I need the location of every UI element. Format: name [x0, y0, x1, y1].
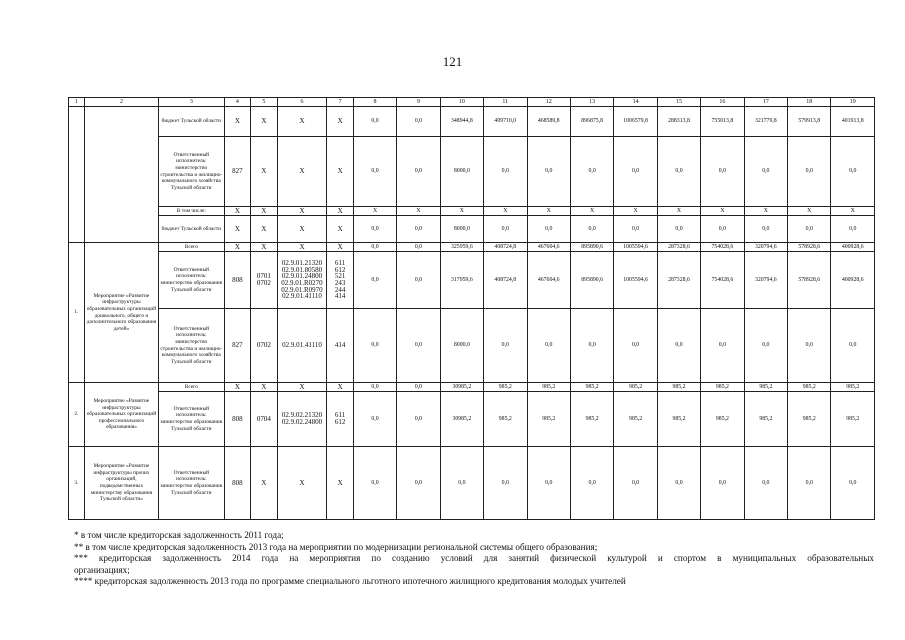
value-cell: 0,0: [527, 137, 570, 207]
value-cell: 0,0: [570, 137, 613, 207]
expense-type-cell: 611 612 521 243 244 414: [327, 252, 353, 309]
value-cell: 8000,0: [440, 216, 483, 243]
value-cell: 985,2: [614, 383, 657, 392]
value-cell: 0,0: [440, 447, 483, 520]
table-row: [69, 137, 875, 207]
value-cell: 0,0: [657, 309, 700, 383]
measure-title: Мероприятие «Развитие инфраструктуры образовательных организаций дошкольного, общего и дополнительного образования детей»: [84, 243, 158, 383]
value-cell: 0,0: [657, 137, 700, 207]
measure-number: 3.: [69, 447, 85, 520]
value-cell: Х: [397, 207, 440, 216]
value-cell: Х: [353, 207, 396, 216]
value-cell: 468589,8: [527, 107, 570, 137]
value-cell: 0,0: [353, 137, 396, 207]
value-cell: 0,0: [397, 216, 440, 243]
value-cell: 0,0: [527, 447, 570, 520]
value-cell: 985,2: [657, 383, 700, 392]
value-cell: 8000,0: [440, 137, 483, 207]
header-cell: 9: [397, 98, 440, 107]
value-cell: 985,2: [701, 383, 744, 392]
target-article-cell: Х: [277, 383, 327, 392]
measure-number: 1.: [69, 243, 85, 383]
header-cell: 2: [84, 98, 158, 107]
value-cell: 985,2: [657, 392, 700, 447]
value-cell: 408724,8: [484, 243, 527, 252]
grbs-cell: 827: [224, 309, 250, 383]
value-cell: 0,0: [397, 383, 440, 392]
value-cell: 578928,6: [788, 252, 831, 309]
section-cell: 0704: [251, 392, 277, 447]
source-cell: Ответственный исполнитель: министерство образования Тульской области: [159, 447, 225, 520]
footnote-4: **** кредиторская задолженность 2013 года по программе специального льготного ипотечного жилищного кредитования молодых учителей: [74, 576, 626, 586]
value-cell: 755013,8: [701, 107, 744, 137]
value-cell: 0,0: [397, 392, 440, 447]
header-cell: 10: [440, 98, 483, 107]
value-cell: 754028,6: [701, 243, 744, 252]
value-cell: 0,0: [788, 309, 831, 383]
grbs-cell: 827: [224, 137, 250, 207]
section-cell: Х: [251, 243, 277, 252]
value-cell: 0,0: [484, 137, 527, 207]
value-cell: 0,0: [353, 383, 396, 392]
expense-type-cell: Х: [327, 216, 353, 243]
value-cell: 0,0: [484, 447, 527, 520]
value-cell: 0,0: [527, 309, 570, 383]
value-cell: 0,0: [701, 216, 744, 243]
value-cell: 288313,8: [657, 107, 700, 137]
expense-type-cell: Х: [327, 137, 353, 207]
value-cell: 409710,0: [484, 107, 527, 137]
header-cell: 11: [484, 98, 527, 107]
value-cell: Х: [788, 207, 831, 216]
value-cell: 348944,8: [440, 107, 483, 137]
value-cell: 0,0: [397, 243, 440, 252]
section-cell: Х: [251, 137, 277, 207]
value-cell: 0,0: [397, 447, 440, 520]
value-cell: 0,0: [788, 137, 831, 207]
value-cell: Х: [614, 207, 657, 216]
value-cell: 408724,8: [484, 252, 527, 309]
source-cell: бюджет Тульской области: [159, 107, 225, 137]
grbs-cell: 808: [224, 447, 250, 520]
footnote-3-cont: организациях;: [74, 564, 130, 575]
value-cell: 985,2: [831, 392, 875, 447]
value-cell: 0,0: [614, 447, 657, 520]
value-cell: 985,2: [701, 392, 744, 447]
footnote-1: * в том числе кредиторская задолженность 2011 года;: [74, 530, 284, 540]
header-cell: 19: [831, 98, 875, 107]
value-cell: 320794,6: [744, 243, 787, 252]
footnotes: [74, 530, 874, 588]
value-cell: 0,0: [788, 447, 831, 520]
value-cell: 400928,6: [831, 252, 875, 309]
value-cell: 895890,6: [570, 252, 613, 309]
value-cell: 985,2: [527, 383, 570, 392]
grbs-cell: Х: [224, 243, 250, 252]
value-cell: 287328,6: [657, 243, 700, 252]
value-cell: 1005594,6: [614, 243, 657, 252]
value-cell: 985,2: [484, 383, 527, 392]
header-cell: 18: [788, 98, 831, 107]
header-cell: 8: [353, 98, 396, 107]
header-cell: 16: [701, 98, 744, 107]
value-cell: 0,0: [744, 447, 787, 520]
value-cell: 895890,6: [570, 243, 613, 252]
value-cell: 985,2: [527, 392, 570, 447]
header-cell: 4: [224, 98, 250, 107]
table-row: [69, 216, 875, 243]
grbs-cell: 808: [224, 252, 250, 309]
value-cell: 320794,6: [744, 252, 787, 309]
value-cell: Х: [484, 207, 527, 216]
value-cell: 985,2: [788, 392, 831, 447]
value-cell: 0,0: [484, 309, 527, 383]
footnote-3: *** кредиторская задолженность 2014 года на мероприятия по созданию условий для занятий физической культурой и спортом в муниципальных образовательных: [74, 553, 874, 563]
expense-type-cell: Х: [327, 107, 353, 137]
section-cell: Х: [251, 447, 277, 520]
page-number: 121: [442, 54, 463, 69]
target-article-cell: 02.9.01.41110: [277, 309, 327, 383]
value-cell: Х: [570, 207, 613, 216]
value-cell: 985,2: [744, 392, 787, 447]
value-cell: 985,2: [614, 392, 657, 447]
header-row: [69, 98, 875, 107]
target-article-cell: 02.9.01.21320 02.9.01.80580 02.9.01.24800 02.9.01.R0270 02.9.01.R0970 02.9.01.41110: [277, 252, 327, 309]
value-cell: 0,0: [570, 447, 613, 520]
value-cell: 578928,6: [788, 243, 831, 252]
header-cell: 7: [327, 98, 353, 107]
value-cell: Х: [744, 207, 787, 216]
value-cell: 0,0: [570, 309, 613, 383]
value-cell: 0,0: [570, 216, 613, 243]
section-cell: Х: [251, 107, 277, 137]
measure-title: Мероприятие «Развитие инфраструктуры образовательных организаций профессионального образования»: [84, 383, 158, 447]
value-cell: 467604,6: [527, 252, 570, 309]
value-cell: 1006579,8: [614, 107, 657, 137]
header-cell: 3: [159, 98, 225, 107]
target-article-cell: 02.9.02.21320 02.9.02.24800: [277, 392, 327, 447]
value-cell: 0,0: [397, 309, 440, 383]
value-cell: 8000,0: [440, 309, 483, 383]
value-cell: 754028,6: [701, 252, 744, 309]
header-cell: 6: [277, 98, 327, 107]
section-cell: 0702: [251, 309, 277, 383]
source-cell: Всего: [159, 383, 225, 392]
value-cell: 0,0: [353, 392, 396, 447]
target-article-cell: Х: [277, 207, 327, 216]
value-cell: 0,0: [484, 216, 527, 243]
value-cell: 400928,6: [831, 243, 875, 252]
expense-type-cell: Х: [327, 447, 353, 520]
grbs-cell: Х: [224, 207, 250, 216]
header-cell: 12: [527, 98, 570, 107]
value-cell: Х: [657, 207, 700, 216]
header-cell: 17: [744, 98, 787, 107]
value-cell: 0,0: [831, 309, 875, 383]
value-cell: 0,0: [744, 309, 787, 383]
header-cell: 15: [657, 98, 700, 107]
value-cell: 985,2: [570, 383, 613, 392]
value-cell: 896875,8: [570, 107, 613, 137]
value-cell: 0,0: [614, 216, 657, 243]
table-row: [69, 392, 875, 447]
value-cell: 0,0: [353, 447, 396, 520]
value-cell: 0,0: [701, 309, 744, 383]
value-cell: 0,0: [744, 137, 787, 207]
value-cell: 0,0: [831, 216, 875, 243]
value-cell: 985,2: [831, 383, 875, 392]
table-row: [69, 207, 875, 216]
expense-type-cell: Х: [327, 243, 353, 252]
footnote-2: ** в том числе кредиторская задолженность 2013 года на мероприятии по модернизации региональной системы общего образования;: [74, 541, 598, 552]
measure-number: 2.: [69, 383, 85, 447]
value-cell: Х: [831, 207, 875, 216]
source-cell: Всего: [159, 243, 225, 252]
source-cell: Ответственный исполнитель: министерство образования Тульской области: [159, 252, 225, 309]
value-cell: 0,0: [397, 137, 440, 207]
grbs-cell: Х: [224, 216, 250, 243]
measure-title: Мероприятие «Развитие инфраструктуры прочих организаций, подведомственных министерству образования Тульской области»: [84, 447, 158, 520]
value-cell: 30985,2: [440, 392, 483, 447]
value-cell: 0,0: [701, 137, 744, 207]
value-cell: 985,2: [570, 392, 613, 447]
value-cell: 0,0: [397, 252, 440, 309]
section-cell: Х: [251, 383, 277, 392]
value-cell: 0,0: [744, 216, 787, 243]
source-cell: В том числе:: [159, 207, 225, 216]
table-row: [69, 243, 875, 252]
grbs-cell: Х: [224, 383, 250, 392]
header-cell: 13: [570, 98, 613, 107]
grbs-cell: 808: [224, 392, 250, 447]
value-cell: 1005594,6: [614, 252, 657, 309]
source-cell: Ответственный исполнитель: министерство образования Тульской области: [159, 392, 225, 447]
header-cell: 1: [69, 98, 85, 107]
value-cell: 0,0: [831, 447, 875, 520]
row-number-cell: [69, 107, 85, 243]
value-cell: 467604,6: [527, 243, 570, 252]
section-cell: Х: [251, 207, 277, 216]
value-cell: Х: [440, 207, 483, 216]
section-cell: 0701 0702: [251, 252, 277, 309]
source-cell: бюджет Тульской области: [159, 216, 225, 243]
value-cell: 0,0: [788, 216, 831, 243]
expense-type-cell: 414: [327, 309, 353, 383]
value-cell: 985,2: [788, 383, 831, 392]
source-cell: Ответственный исполнитель: министерство строительства и жилищно-коммунального хозяйства Тульской области: [159, 309, 225, 383]
value-cell: 317959,6: [440, 252, 483, 309]
value-cell: 0,0: [831, 137, 875, 207]
table-row: [69, 309, 875, 383]
value-cell: 0,0: [527, 216, 570, 243]
expense-type-cell: Х: [327, 207, 353, 216]
header-cell: 14: [614, 98, 657, 107]
header-cell: 5: [251, 98, 277, 107]
target-article-cell: Х: [277, 447, 327, 520]
value-cell: 0,0: [353, 216, 396, 243]
value-cell: 0,0: [353, 252, 396, 309]
target-article-cell: Х: [277, 243, 327, 252]
value-cell: 321779,8: [744, 107, 787, 137]
expense-type-cell: Х: [327, 383, 353, 392]
value-cell: 0,0: [353, 309, 396, 383]
value-cell: 0,0: [614, 137, 657, 207]
value-cell: 985,2: [744, 383, 787, 392]
value-cell: 325959,6: [440, 243, 483, 252]
value-cell: 0,0: [614, 309, 657, 383]
target-article-cell: Х: [277, 137, 327, 207]
value-cell: 30985,2: [440, 383, 483, 392]
value-cell: 287328,6: [657, 252, 700, 309]
table-row: [69, 383, 875, 392]
table-row: [69, 107, 875, 137]
value-cell: 0,0: [701, 447, 744, 520]
measure-title-cell: [84, 107, 158, 243]
table-row: [69, 447, 875, 520]
section-cell: Х: [251, 216, 277, 243]
grbs-cell: Х: [224, 107, 250, 137]
value-cell: Х: [527, 207, 570, 216]
value-cell: Х: [701, 207, 744, 216]
financing-table: [68, 97, 875, 520]
value-cell: 0,0: [657, 216, 700, 243]
target-article-cell: Х: [277, 107, 327, 137]
value-cell: 401913,8: [831, 107, 875, 137]
source-cell: Ответственный исполнитель: министерство строительства и жилищно-коммунального хозяйства Тульской области: [159, 137, 225, 207]
value-cell: 985,2: [484, 392, 527, 447]
table-row: [69, 252, 875, 309]
value-cell: 0,0: [397, 107, 440, 137]
value-cell: 579913,8: [788, 107, 831, 137]
expense-type-cell: 611 612: [327, 392, 353, 447]
value-cell: 0,0: [353, 107, 396, 137]
target-article-cell: Х: [277, 216, 327, 243]
value-cell: 0,0: [353, 243, 396, 252]
value-cell: 0,0: [657, 447, 700, 520]
